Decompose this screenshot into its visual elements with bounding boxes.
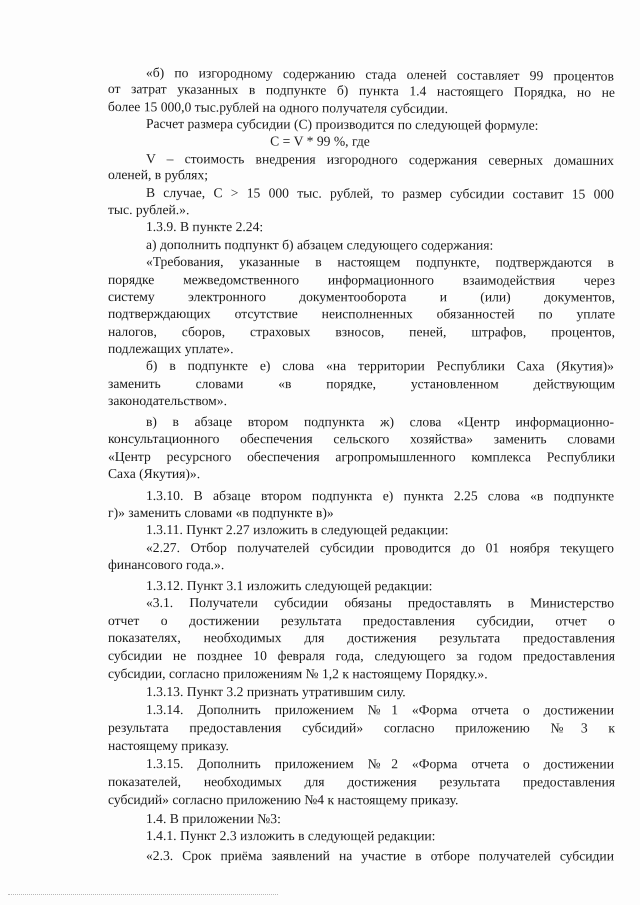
text-line: 1.3.9. В пункте 2.24: — [145, 219, 264, 235]
text-line: субсидии, согласно приложениям № 1,2 к настоящему Порядку.». — [107, 666, 488, 682]
text-line: субсидии не позднее 10 февраля года, следующего за годом предоставления — [107, 648, 615, 664]
text-line: Расчет размера субсидии (С) производится по следующей формуле: — [145, 116, 539, 133]
text-line: 1.3.14. Дополнить приложением №1 «Форма отчета о достижении — [145, 702, 614, 718]
text-line: от затрат указанных в подпункте б) пункта 1.4 настоящего Порядка, но не — [107, 81, 615, 100]
text-line: налогов, сборов, страховых взносов, пеней, штрафов, процентов, — [107, 324, 615, 340]
text-line: 1.4.1. Пункт 2.3 изложить в следующей редакции: — [145, 828, 436, 844]
text-line: консультационного обеспечения сельского хозяйства» заменить словами — [107, 431, 615, 447]
text-line: Саха (Якутия)». — [107, 466, 201, 482]
text-line: 1.3.10. В абзаце втором подпункта е) пункта 2.25 слова «в подпункте — [145, 488, 614, 504]
text-line: тыс. рублей.». — [107, 202, 190, 218]
text-line: 1.3.13. Пункт 3.2 признать утратившим силу. — [145, 684, 406, 700]
text-line: «3.1. Получатели субсидии обязаны предоставлять в Министерство — [145, 595, 614, 611]
text-line: финансового года.». — [107, 557, 225, 573]
text-line: «2.27. Отбор получателей субсидии проводится до 01 ноября текущего — [145, 540, 614, 556]
text-line: V – стоимость внедрения изгородного содержания северных домашних — [145, 151, 614, 169]
text-line: «2.3. Срок приёма заявлений на участие в отборе получателей субсидии — [145, 848, 614, 864]
text-line: б) в подпункте е) слова «на территории Республики Саха (Якутия)» — [145, 358, 614, 374]
text-line: систему электронного документооборота и (или) документов, — [107, 289, 615, 305]
text-line: подлежащих уплате». — [107, 341, 234, 357]
text-line: «Центр ресурсного обеспечения агропромышленного комплекса Республики — [107, 449, 615, 465]
text-line: заменить словами «в порядке, установленном действующим — [107, 376, 615, 392]
text-line: С = V * 99 %, где — [270, 133, 370, 149]
text-line: показателях, необходимых для достижения результата предоставления — [107, 630, 615, 646]
text-line: 1.4. В приложении №3: — [145, 811, 281, 827]
text-line: настоящему приказу. — [107, 738, 229, 754]
text-line: результата предоставления субсидий» согласно приложению №3 к — [107, 720, 615, 736]
text-line: а) дополнить подпункт б) абзацем следующего содержания: — [145, 237, 494, 253]
text-line: более 15 000,0 тыс.рублей на одного получателя субсидии. — [107, 99, 449, 117]
text-line: отчет о достижении результата предоставления субсидии, отчет о — [107, 613, 615, 629]
text-line: 1.3.15. Дополнить приложением №2 «Форма отчета о достижении — [145, 756, 614, 772]
text-line: г)» заменить словами «в подпункте в)» — [107, 505, 334, 521]
text-line: В случае, С > 15 000 тыс. рублей, то размер субсидии составит 15 000 — [145, 185, 614, 202]
text-line: оленей, в рублях; — [107, 167, 209, 183]
text-line: показателей, необходимых для достижения результата предоставления — [107, 774, 615, 790]
scan-artifact-dots — [8, 894, 278, 896]
text-line: субсидий» согласно приложению №4 к настоящему приказу. — [107, 792, 459, 808]
text-line: 1.3.12. Пункт 3.1 изложить следующей редакции: — [145, 578, 433, 594]
text-line: «б) по изгородному содержанию стада оленей составляет 99 процентов — [145, 65, 614, 84]
text-line: в) в абзаце втором подпункта ж) слова «Центр информационно- — [145, 414, 614, 430]
text-line: порядке межведомственного информационного взаимодействия через — [107, 272, 615, 288]
text-line: законодательством». — [107, 393, 227, 409]
text-line: подтверждающих отсутствие неисполненных обязанностей по уплате — [107, 306, 615, 322]
text-line: «Требования, указанные в настоящем подпункте, подтверждаются в — [145, 254, 614, 270]
text-line: 1.3.11. Пункт 2.27 изложить в следующей редакции: — [145, 522, 449, 538]
